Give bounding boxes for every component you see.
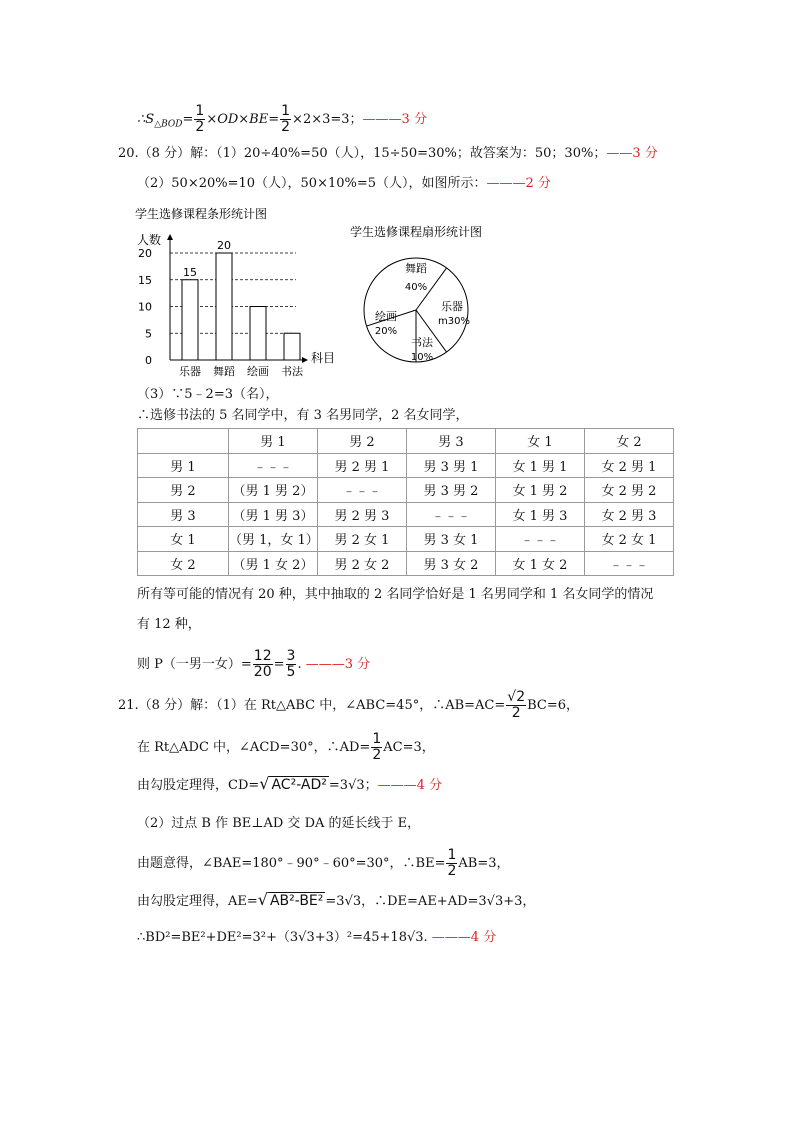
q20-part2-text: （2）50×20%=10（人），50×10%=5（人），如图所示：	[137, 176, 487, 191]
bar-chart-title: 学生选修课程条形统计图	[135, 207, 268, 221]
fraction-num: 1	[281, 103, 291, 119]
fraction	[371, 732, 382, 763]
table-cell	[138, 429, 229, 454]
table-cell: 男 2	[318, 429, 407, 454]
table-cell: 女 2	[585, 429, 674, 454]
table-row	[138, 478, 674, 503]
fraction-num: 1	[447, 847, 457, 863]
y-tick-label: 5	[145, 327, 152, 341]
q20-part3-text: （3）∵5﹣2=3（名），	[137, 387, 279, 402]
probability-prefix: 则 P（一男一女）=	[137, 657, 252, 672]
table-cell: 女 1 女 2	[496, 551, 585, 576]
table-cell: 女 1	[138, 527, 229, 552]
table-cell: 男 2 女 2	[318, 551, 407, 576]
radical-sign: √	[259, 774, 270, 793]
cases-table	[137, 428, 674, 576]
x-tick-label: 舞蹈	[213, 365, 235, 378]
equals: =	[273, 657, 285, 672]
y-tick-label: 0	[145, 354, 152, 367]
table-cell: 男 3 女 2	[407, 551, 496, 576]
score-dash: ———	[486, 176, 526, 191]
summary-text-1: 所有等可能的情况有 20 种，其中抽取的 2 名同学恰好是 1 名男同学和 1 名女同学的情况	[137, 587, 654, 602]
score-label: 4 分	[416, 778, 443, 793]
table-cell: 男 2 男 3	[318, 502, 407, 527]
pie-slice-name: 书法	[411, 336, 433, 349]
x-axis-arrow	[302, 357, 308, 363]
q21-l2-tail: AC=3，	[383, 740, 435, 755]
table-row	[138, 551, 674, 576]
fraction-num: 1	[195, 103, 205, 119]
table-cell: 女 1 男 2	[496, 478, 585, 503]
fraction	[506, 690, 526, 721]
table-cell: 女 2 男 2	[585, 478, 674, 503]
table-cell: （男 1 女 2）	[229, 551, 318, 576]
x-tick-label: 书法	[281, 365, 303, 378]
table-cell: 女 2 男 1	[585, 453, 674, 478]
q20-part1	[118, 144, 658, 164]
pie-slice-name: 舞蹈	[405, 262, 427, 275]
table-cell: 男 3 女 1	[407, 527, 496, 552]
bod-area-line	[137, 104, 427, 135]
fraction-den: 2	[511, 705, 521, 721]
table-cell: 女 1 男 3	[496, 502, 585, 527]
score-dash: ———	[377, 778, 417, 793]
q21-l7-text: ∴BD²=BE²+DE²=3²+（3√3+3）²=45+18√3.	[137, 930, 428, 945]
table-header-row	[138, 429, 674, 454]
y-tick-label: 20	[138, 247, 152, 260]
table-cell: 男 1	[138, 453, 229, 478]
bar-chart-ylabel: 人数	[137, 233, 162, 247]
score-dash: ——	[606, 146, 633, 161]
y-tick-label: 10	[138, 300, 152, 314]
q21-line6	[137, 890, 535, 912]
q21-l3-text: 由勾股定理得，CD=	[137, 778, 260, 793]
x-tick-label: 绘画	[247, 365, 269, 378]
q21-l2-text: 在 Rt△ADC 中，∠ACD=30°，∴AD=	[137, 740, 371, 755]
table-cell: 男 3	[407, 429, 496, 454]
table-cell: 女 2 女 1	[585, 527, 674, 552]
summary-text-2: 有 12 种，	[137, 617, 201, 632]
table-cell: 女 1 男 1	[496, 453, 585, 478]
q21-line4	[137, 814, 420, 834]
fraction	[194, 104, 205, 135]
table-row	[138, 502, 674, 527]
fraction-den: 2	[372, 747, 382, 763]
fraction-num: 12	[253, 648, 272, 664]
table-cell: 男 3	[138, 502, 229, 527]
bar	[216, 253, 232, 360]
table-cell: 男 2 女 1	[318, 527, 407, 552]
pie-chart-plot	[364, 258, 470, 363]
score-label: 3 分	[344, 657, 371, 672]
bar-chart-xlabel: 科目	[311, 351, 336, 365]
fraction	[446, 848, 457, 879]
table-cell: 女 1	[496, 429, 585, 454]
score-label: 3 分	[401, 112, 427, 127]
table-cell: 男 3 男 1	[407, 453, 496, 478]
score-dash: ———	[431, 930, 471, 945]
pie-chart	[350, 222, 550, 372]
fraction-den: 2	[195, 119, 205, 135]
q21-l1-text: 21.（8 分）解：（1）在 Rt△ABC 中，∠ABC=45°，∴AB=AC=	[118, 698, 506, 713]
fraction-num: 1	[372, 731, 382, 747]
q20-part2	[137, 174, 551, 194]
data-label: 15	[183, 265, 197, 279]
fraction-den: 5	[286, 664, 296, 680]
pie-slice-percent: m30%	[438, 316, 470, 327]
q20-summary1	[137, 585, 653, 605]
pie-slice-percent: 20%	[374, 326, 398, 337]
fraction	[253, 649, 273, 680]
table-cell: ﹣﹣﹣	[407, 502, 496, 527]
expr-mid: ×OD×BE=	[206, 112, 280, 127]
table-row	[138, 527, 674, 552]
q20-probability	[137, 649, 370, 680]
bar-chart-plot	[138, 234, 308, 378]
table-cell: 男 3 男 2	[407, 478, 496, 503]
y-tick-label: 15	[138, 273, 152, 287]
bar	[250, 307, 266, 361]
pie-chart-title: 学生选修课程扇形统计图	[350, 225, 483, 239]
q21-l5-tail: AB=3，	[458, 856, 510, 871]
score-dash: ———	[305, 657, 345, 672]
score-dash: ———	[362, 112, 402, 127]
area-prefix: ∴S	[137, 112, 155, 127]
period: .	[297, 657, 302, 672]
y-axis-arrow	[167, 234, 173, 240]
q20-summary2	[137, 615, 201, 635]
fraction-den: 20	[253, 664, 272, 680]
score-label: 2 分	[525, 176, 551, 191]
q20-part3b	[137, 406, 468, 426]
data-label: 20	[217, 239, 231, 252]
q21-l3-tail: =3√3；	[328, 778, 378, 793]
q21-l4-text: （2）过点 B 作 BE⊥AD 交 DA 的延长线于 E，	[137, 816, 421, 831]
fraction-num: 3	[286, 648, 296, 664]
table-cell: （男 1 男 3）	[229, 502, 318, 527]
equals: =	[182, 112, 194, 127]
table-cell: （男 1，女 1）	[229, 527, 318, 552]
radical-sign: √	[257, 890, 268, 909]
pie-slice-name: 乐器	[441, 300, 463, 313]
bar-chart	[130, 200, 360, 382]
fraction-den: 2	[281, 119, 291, 135]
q20-part3b-text: ∴选修书法的 5 名同学中，有 3 名男同学，2 名女同学，	[137, 408, 469, 423]
q21-line5	[137, 848, 510, 879]
area-subscript: △BOD	[154, 119, 183, 130]
q21-l5-text: 由题意得，∠BAE=180°﹣90°﹣60°=30°，∴BE=	[137, 856, 446, 871]
table-cell: ﹣﹣﹣	[496, 527, 585, 552]
table-cell: 男 1	[229, 429, 318, 454]
table-cell: 女 2 男 3	[585, 502, 674, 527]
pie-slice-percent: 40%	[404, 282, 428, 293]
pie-slice-name: 绘画	[375, 310, 397, 323]
fraction-num: √2	[507, 689, 526, 705]
table-cell: 男 2 男 1	[318, 453, 407, 478]
table-cell: ﹣﹣﹣	[585, 551, 674, 576]
fraction	[280, 104, 291, 135]
table-cell: 男 2	[138, 478, 229, 503]
q20-part3	[137, 385, 278, 405]
q21-l6-tail: =3√3，∴DE=AE+AD=3√3+3，	[325, 894, 536, 909]
bar	[182, 280, 198, 360]
expr-tail: ×2×3=3；	[292, 112, 363, 127]
q21-line7	[137, 928, 496, 948]
score-label: 3 分	[632, 146, 658, 161]
table-cell: ﹣﹣﹣	[229, 453, 318, 478]
q21-line3	[137, 774, 442, 796]
table-row	[138, 453, 674, 478]
q20-head-text: 20.（8 分）解：（1）20÷40%=50（人），15÷50=30%；故答案为：50；30%；	[118, 146, 607, 161]
x-tick-label: 乐器	[179, 365, 201, 378]
table-cell: 女 2	[138, 551, 229, 576]
fraction-den: 2	[447, 863, 457, 879]
radicand: AB²-BE²	[269, 893, 324, 909]
table-cell: （男 1 男 2）	[229, 478, 318, 503]
q21-l6-text: 由勾股定理得，AE=	[137, 894, 258, 909]
q21-line1	[118, 690, 579, 721]
fraction	[286, 649, 297, 680]
pie-slice-percent: 10%	[410, 352, 434, 363]
radicand: AC²-AD²	[271, 777, 327, 793]
q21-l1-tail: BC=6，	[527, 698, 580, 713]
table-cell: ﹣﹣﹣	[318, 478, 407, 503]
score-label: 4 分	[470, 930, 497, 945]
bar	[284, 333, 300, 360]
q21-line2	[137, 732, 435, 763]
